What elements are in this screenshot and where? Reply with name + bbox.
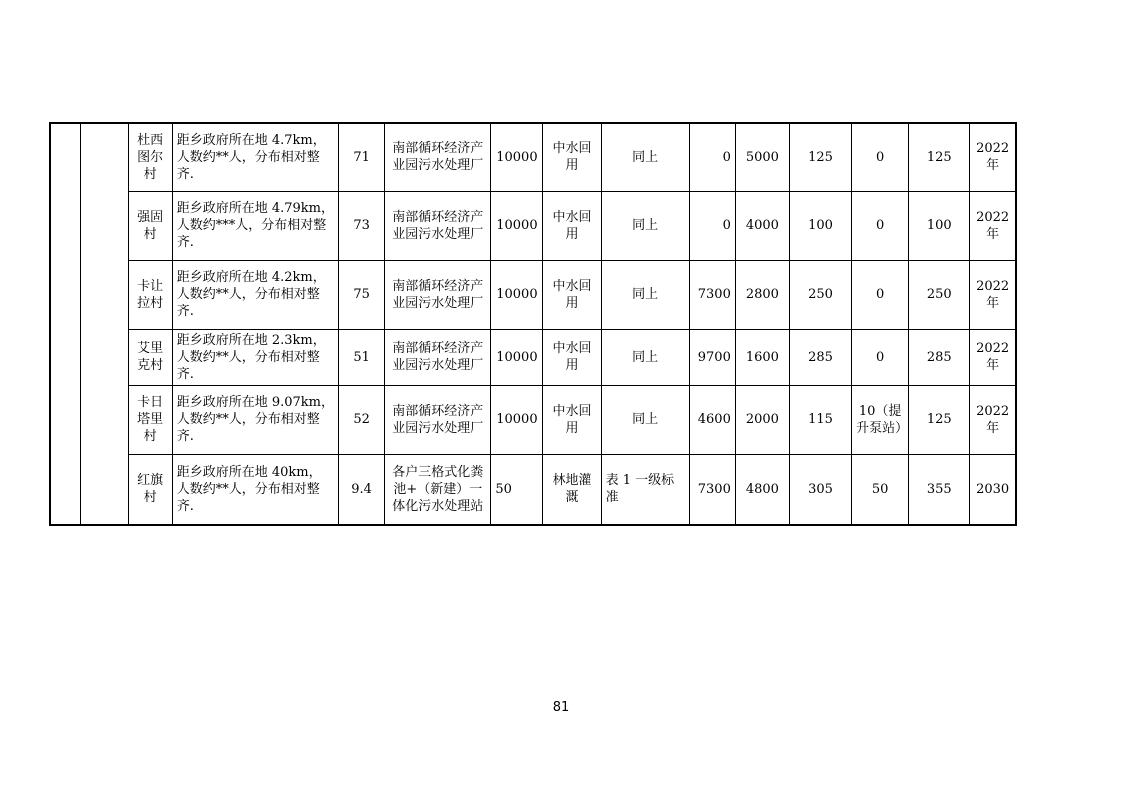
page-number: 81 (552, 700, 570, 715)
table-row (50, 260, 1016, 329)
reuse-method: 中水回用 (543, 123, 601, 191)
number-cell-4: 50 (852, 454, 909, 525)
treatment-facility: 南部循环经济产业园污水处理厂 (385, 191, 491, 260)
number-cell-5: 125 (909, 123, 970, 191)
capacity-cell: 10000 (491, 385, 543, 454)
discharge-standard: 同上 (601, 385, 689, 454)
number-cell-5: 125 (909, 385, 970, 454)
value-cell: 75 (339, 260, 385, 329)
treatment-facility: 南部循环经济产业园污水处理厂 (385, 260, 491, 329)
village-description: 距乡政府所在地 4.7km，人数约**人，分布相对整齐. (172, 123, 338, 191)
number-cell-2: 4000 (735, 191, 789, 260)
table-row (50, 123, 1016, 191)
treatment-facility: 各户三格式化粪池+（新建）一体化污水处理站 (385, 454, 491, 525)
reuse-method: 中水回用 (543, 191, 601, 260)
village-description: 距乡政府所在地 4.79km，人数约***人，分布相对整齐. (172, 191, 338, 260)
year-cell: 2022年 (970, 191, 1016, 260)
value-cell: 71 (339, 123, 385, 191)
table-row (50, 191, 1016, 260)
number-cell-5: 285 (909, 329, 970, 385)
discharge-standard: 同上 (601, 260, 689, 329)
merged-cell-left-2 (80, 123, 128, 525)
discharge-standard: 同上 (601, 123, 689, 191)
number-cell-1: 7300 (689, 454, 735, 525)
discharge-standard: 同上 (601, 191, 689, 260)
value-cell: 52 (339, 385, 385, 454)
village-description: 距乡政府所在地 2.3km，人数约**人，分布相对整齐. (172, 329, 338, 385)
treatment-facility: 南部循环经济产业园污水处理厂 (385, 385, 491, 454)
village-name: 红旗村 (128, 454, 172, 525)
value-cell: 9.4 (339, 454, 385, 525)
capacity-cell: 10000 (491, 329, 543, 385)
number-cell-5: 250 (909, 260, 970, 329)
value-cell: 51 (339, 329, 385, 385)
capacity-cell: 10000 (491, 191, 543, 260)
treatment-facility: 南部循环经济产业园污水处理厂 (385, 123, 491, 191)
treatment-facility: 南部循环经济产业园污水处理厂 (385, 329, 491, 385)
number-cell-2: 5000 (735, 123, 789, 191)
capacity-cell: 50 (491, 454, 543, 525)
number-cell-5: 100 (909, 191, 970, 260)
village-name: 强固村 (128, 191, 172, 260)
number-cell-3: 285 (789, 329, 851, 385)
sewage-treatment-table (49, 122, 1017, 526)
year-cell: 2022年 (970, 329, 1016, 385)
number-cell-4: 10（提升泵站） (852, 385, 909, 454)
number-cell-3: 305 (789, 454, 851, 525)
village-name: 卡让拉村 (128, 260, 172, 329)
table-body (50, 123, 1016, 525)
number-cell-3: 250 (789, 260, 851, 329)
table-row (50, 329, 1016, 385)
number-cell-4: 0 (852, 260, 909, 329)
reuse-method: 中水回用 (543, 385, 601, 454)
village-description: 距乡政府所在地 4.2km，人数约**人，分布相对整齐. (172, 260, 338, 329)
discharge-standard: 表 1 一级标准 (601, 454, 689, 525)
number-cell-4: 0 (852, 123, 909, 191)
year-cell: 2030 (970, 454, 1016, 525)
village-name: 卡日塔里村 (128, 385, 172, 454)
number-cell-1: 0 (689, 191, 735, 260)
village-description: 距乡政府所在地 9.07km，人数约**人，分布相对整齐. (172, 385, 338, 454)
number-cell-2: 2000 (735, 385, 789, 454)
village-name: 艾里克村 (128, 329, 172, 385)
table-row (50, 385, 1016, 454)
value-cell: 73 (339, 191, 385, 260)
reuse-method: 中水回用 (543, 260, 601, 329)
year-cell: 2022年 (970, 260, 1016, 329)
village-name: 杜西图尔村 (128, 123, 172, 191)
discharge-standard: 同上 (601, 329, 689, 385)
table-row (50, 454, 1016, 525)
number-cell-2: 2800 (735, 260, 789, 329)
year-cell: 2022年 (970, 385, 1016, 454)
reuse-method: 中水回用 (543, 329, 601, 385)
number-cell-3: 100 (789, 191, 851, 260)
number-cell-3: 125 (789, 123, 851, 191)
number-cell-1: 0 (689, 123, 735, 191)
number-cell-2: 4800 (735, 454, 789, 525)
number-cell-5: 355 (909, 454, 970, 525)
capacity-cell: 10000 (491, 123, 543, 191)
number-cell-2: 1600 (735, 329, 789, 385)
number-cell-1: 4600 (689, 385, 735, 454)
number-cell-1: 7300 (689, 260, 735, 329)
reuse-method: 林地灌溉 (543, 454, 601, 525)
year-cell: 2022年 (970, 123, 1016, 191)
number-cell-4: 0 (852, 191, 909, 260)
merged-cell-left-1 (50, 123, 80, 525)
capacity-cell: 10000 (491, 260, 543, 329)
number-cell-4: 0 (852, 329, 909, 385)
number-cell-1: 9700 (689, 329, 735, 385)
village-description: 距乡政府所在地 40km，人数约**人，分布相对整齐. (172, 454, 338, 525)
number-cell-3: 115 (789, 385, 851, 454)
